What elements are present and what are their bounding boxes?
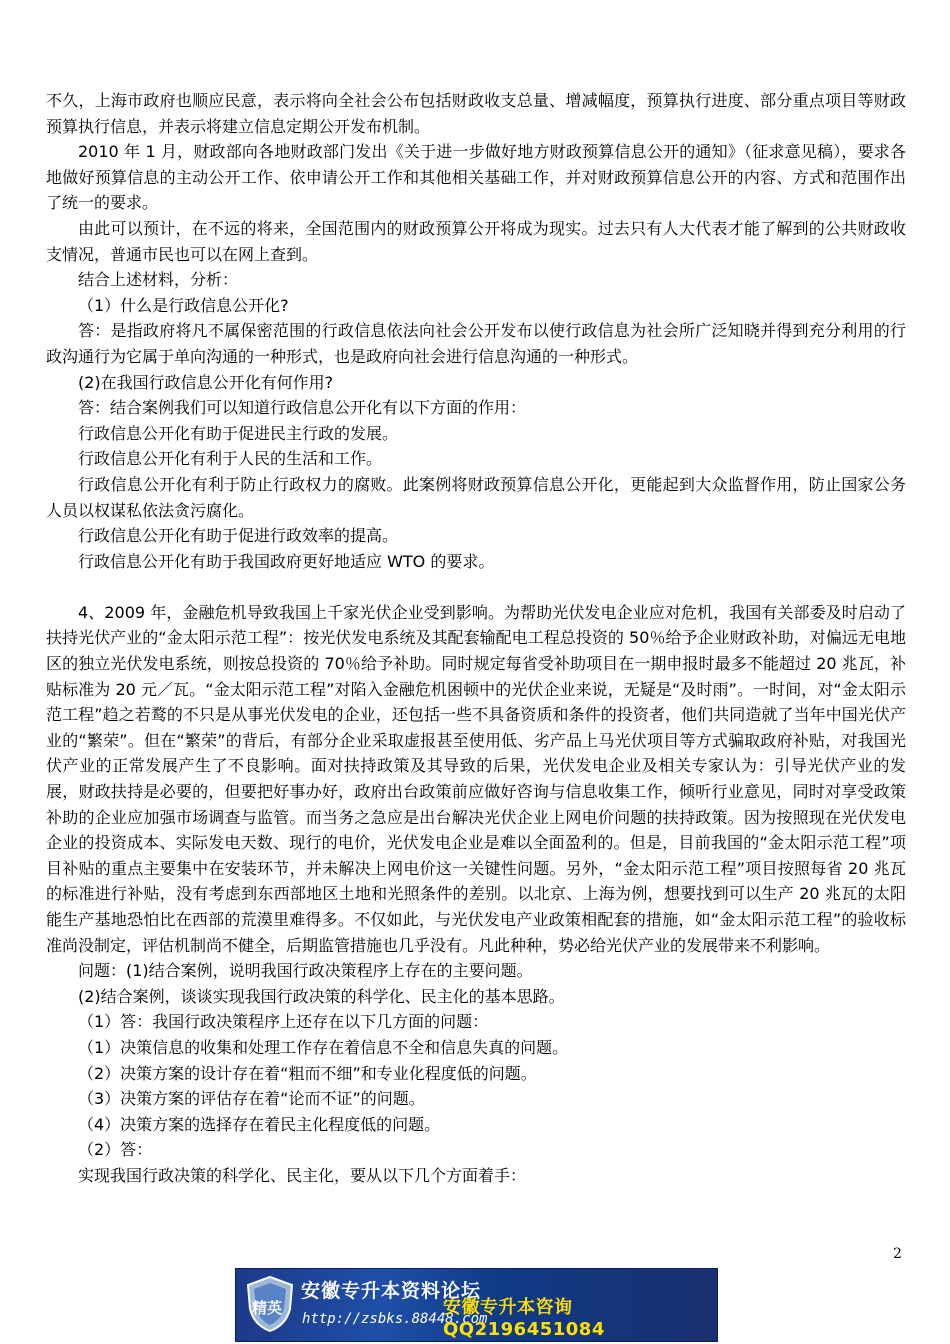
question-heading: 问题：(1)结合案例，说明我国行政决策程序上存在的主要问题。 [78, 961, 533, 981]
paragraph: 行政信息公开化有助于我国政府更好地适应 WTO 的要求。 [78, 551, 495, 571]
paragraph: 结合上述材料，分析： [78, 270, 239, 290]
footer-banner[interactable] [235, 1268, 718, 1342]
paragraph: 行政信息公开化有利于人民的生活和工作。 [78, 449, 383, 469]
paragraph: 行政信息公开化有助于促进民主行政的发展。 [78, 423, 399, 443]
paragraph: 2010 年 1 月，财政部向各地财政部门发出《关于进一步做好地方财政预算信息公开的通知》（征求意见稿），要求各地做好预算信息的主动公开工作、依申请公开工作和其他相关基础工作，并对财政预算信息公开的内容、方式和范围作出了统一的要求。 [46, 142, 906, 213]
list-item: （4）决策方案的选择存在着民主化程度低的问题。 [78, 1114, 441, 1134]
question-heading: （1）什么是行政信息公开化? [78, 295, 289, 315]
answer-paragraph: （2）答： [78, 1140, 153, 1160]
question-heading: (2)结合案例，谈谈实现我国行政决策的科学化、民主化的基本思路。 [78, 986, 565, 1006]
paragraph: 不久，上海市政府也顺应民意，表示将向全社会公布包括财政收支总量、增减幅度，预算执行进度、部分重点项目等财政预算执行信息，并表示将建立信息定期公开发布机制。 [46, 91, 906, 136]
paragraph: 实现我国行政决策的科学化、民主化，要从以下几个方面着手： [78, 1165, 527, 1185]
list-item: （1）决策信息的收集和处理工作存在着信息不全和信息失真的问题。 [78, 1037, 569, 1057]
answer-paragraph: 答：结合案例我们可以知道行政信息公开化有以下方面的作用： [78, 398, 527, 418]
answer-paragraph: 答：是指政府将凡不属保密范围的行政信息依法向社会公开发布以使行政信息为社会所广泛知晓并得到充分利用的行政沟通行为它属于单向沟通的一种形式，也是政府向社会进行信息沟通的一种形式。 [46, 321, 906, 366]
forum-title[interactable]: 安徽专升本资料论坛 [301, 1280, 482, 1302]
paragraph: 行政信息公开化有利于防止行政权力的腐败。此案例将财政预算信息公开化，更能起到大众监督作用，防止国家公务人员以权谋私依法贪污腐化。 [46, 474, 906, 520]
paragraph: 由此可以预计，在不远的将来，全国范围内的财政预算公开将成为现实。过去只有人大代表才能了解到的公共财政收支情况，普通市民也可以在网上查到。 [46, 218, 906, 264]
list-item: （2）决策方案的设计存在着“粗而不细”和专业化程度低的问题。 [78, 1063, 537, 1083]
question-heading: (2)在我国行政信息公开化有何作用? [78, 372, 334, 392]
answer-paragraph: （1）答：我国行政决策程序上还存在以下几方面的问题： [78, 1012, 489, 1032]
page-body [46, 88, 906, 1189]
consult-contact: 安徽专升本咨询QQ2196451084 [443, 1297, 605, 1340]
brand-label: 精英 [252, 1299, 283, 1317]
forum-url[interactable]: http://zsbks.88448.com [302, 1311, 488, 1327]
case-paragraph: 4、2009 年，金融危机导致我国上千家光伏企业受到影响。为帮助光伏发电企业应对危机，我国有关部委及时启动了扶持光伏产业的“金太阳示范工程”：按光伏发电系统及其配套输配电工程总投资的 50％给予企业财政补助，对偏远无电地区的独立光伏发电系统，则按总投资的 70％给予补助。同时规定每省受补助项目在一期申报时最多不能超过 20 兆瓦，补贴标准为 20 元／瓦。“金太阳示范工程”对陷入金融危机困顿中的光伏企业来说，无疑是“及时雨”。一时间，对“金太阳示范工程”趋之若鹜的不只是从事光伏发电的企业，还包括一些不具备资质和条件的投资者，他们共同造就了当年中国光伏产业的“繁荣”。但在“繁荣”的背后，有部分企业采取虚报甚至使用低、劣产品上马光伏项目等方式骗取政府补贴，对我国光伏产业的正常发展产生了不良影响。面对扶持政策及其导致的后果，光伏发电企业及相关专家认为：引导光伏产业的发展，财政扶持是必要的，但要把好事办好，政府出台政策前应做好咨询与信息收集工作，倾听行业意见，同时对享受政策补助的企业应加强市场调查与监管。而当务之急应是出台解决光伏企业上网电价问题的扶持政策。因为按照现在光伏发电企业的投资成本、实际发电天数、现行的电价，光伏发电企业是难以全面盈利的。但是，目前我国的“金太阳示范工程”项目补贴的重点主要集中在安装环节，并未解决上网电价这一关键性问题。另外，“金太阳示范工程”项目按照每省 20 兆瓦的标准进行补贴，没有考虑到东西部地区土地和光照条件的差别。以北京、上海为例，想要找到可以生产 20 兆瓦的太阳能生产基地恐怕比在西部的荒漠里难得多。不仅如此，与光伏发电产业政策相配套的措施，如“金太阳示范工程”的验收标准尚没制定，评估机制尚不健全，后期监管措施也几乎没有。凡此种种，势必给光伏产业的发展带来不利影响。 [46, 602, 906, 955]
page-number: 2 [893, 1246, 902, 1262]
paragraph: 行政信息公开化有助于促进行政效率的提高。 [78, 526, 399, 546]
list-item: （3）决策方案的评估存在着“论而不证”的问题。 [78, 1089, 425, 1109]
blank-line [46, 574, 906, 600]
